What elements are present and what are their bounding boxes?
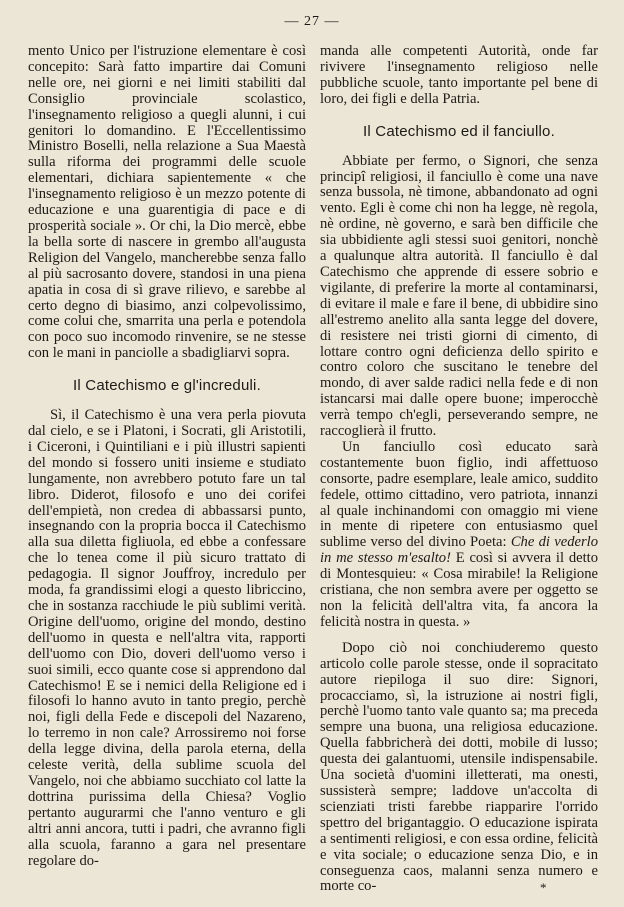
left-column	[28, 44, 306, 869]
paragraph: manda alle competenti Autorità, onde far rivivere l'insegnamento religioso nelle pubbliche scuole, tanto importante pel bene di loro, dei figli e della Patria.	[320, 43, 598, 107]
paragraph: Abbiate per fermo, o Signori, che senza principî religiosi, il fanciullo è come una nave senza bussola, nè timone, abbandonato ad ogni vento. Egli è come chi non ha legge, nè regola, nè ordine, nè governo, e sarà ben difficile che sia ubbidiente agli stessi suoi genitori, nonchè a qualunque altra autorità. Il fanciullo è dal Catechismo che apprende di essere sobrio e vigilante, di preferire la morte al contaminarsi, di evitare il male e fare il bene, di ubbidire sino all'estremo anelito alla santa legge del dovere, di resistere nei tristi giorni di cimento, di lottare contro ogni deficienza dello spirito e contro coloro che suscitano le tenebre del mondo, di aver salde radici nella fede e di non istancarsi mai dalle opere buone; imperocchè verrà tempo ch'egli, perseverando sempre, ne raccoglierà il frutto.	[320, 152, 598, 440]
paragraph-text: Un fanciullo così educato sarà costantemente buon figlio, indi affettuoso consorte, padre esemplare, leale amico, suddito fedele, ottimo cittadino, vero patriota, innanzi al quale inchinandomi con omaggio mi viene in mente di ripetere con entusiasmo quel sublime verso del divino Poeta:	[320, 438, 598, 551]
italic-quote: Che di vederlo in me stesso m'esalto!	[320, 534, 599, 567]
section-heading: Il Catechismo e gl'increduli.	[73, 377, 261, 395]
paragraph: Dopo ciò noi conchiuderemo questo articolo colle parole stesse, onde il sopracitato autore riepiloga il suo dire: Signori, procacciamo, sì, la istruzione ai nostri figli, perchè l'uomo tanto vale quanto sa; ma preceda sempre una buona, una religiosa educazione. Quella fabbricherà dei dotti, mobile di lusso; questa dei galantuomi, utensile indispensabile. Una società d'uomini illetterati, ma onesti, sussisterà sempre; laddove un'accolta di scienziati tristi farebbe riapparire l'orrido spettro del brigantaggio. O educazione ispirata a sentimenti religiosi, e con essa ordine, felicità e vita sociale; o educazione senza Dio, e in conseguenza caos, malanni senza numero e morte co-	[320, 639, 598, 895]
paragraph-text: E così si avvera il detto di Montesquieu: « Cosa mirabile! la Religione cristiana, che non sembra avere per oggetto se non la felicità dell'altra vita, fa ancora la felicità nostra in questa. »	[320, 550, 598, 630]
paragraph: mento Unico per l'istruzione elementare è così concepito: Sarà fatto impartire dai Comuni nelle ore, nei giorni e nei limiti stabiliti dal Consiglio provinciale scolastico, l'insegnamento religioso a quegli alunni, i cui genitori lo domandino. E l'Eccellentissimo Ministro Boselli, nella relazione a Sua Maestà sulla riforma dei programmi delle scuole elementari, dichiara sapientemente « che l'insegnamento religioso è un mezzo potente di educazione e una guarentigia di pace e di prosperità sociale ». Or chi, la Dio mercè, ebbe la bella sorte di nascere in grembo all'augusta Religion del Vangelo, mancherebbe senza fallo al più sacrosanto dovere, standosi in una piena apatia in cosa di sì grave rilievo, e sarebbe al certo degno di biasimo, anzi colpevolissimo, come colui che, smarrita una perla e potendola con poco suo incomodo rinvenire, se ne stesse con le mani in panciolle a sbadigliarvi sopra.	[28, 43, 306, 362]
section-heading: Il Catechismo ed il fanciullo.	[363, 122, 555, 140]
paragraph: Sì, il Catechismo è una vera perla piovuta dal cielo, e se i Platoni, i Socrati, gli Aristotili, i Ciceroni, i Quintiliani e i più illustri sapienti del mondo si fossero uniti insieme e studiato lungamente, non avrebbero potuto fare un tal libro. Diderot, filosofo e uno dei corifei dell'empietà, non credea di abbassarsi punto, insegnando con la propria bocca il Catechismo alla sua diletta figliuola, ed ebbe a confessare che lo tenea come il più sicuro trattato di pedagogia. Il signor Jouffroy, incredulo per moda, fa grandissimi elogi a questo libriccino, che in sostanza racchiude le più sublimi verità. Origine dell'uomo, origine del mondo, destino dell'uomo in questa e nell'altra vita, rapporti dell'uomo con Dio, doveri dell'uomo verso i suoi simili, ecco quante cose si apprendono dal Catechismo! E se i nemici della Religione ed i filosofi lo hanno avuto in tanto pregio, perchè noi, figli della Fede e discepoli del Nazareno, lo terremo in non cale? Arrossiremo noi forse della legge divina, della parola eterna, della celeste verità, della sublime scuola del Vangelo, noi che abbiamo succhiato col latte la dottrina purissima della Chiesa? Voglio pertanto augurarmi che l'anno venturo e gli altri anni ancora, tutti i padri, che avranno figli alla scuola, faranno a gara nel presentare regolare do-	[28, 407, 306, 869]
page-number: — 27 —	[284, 14, 340, 29]
printer-signature-mark: *	[540, 880, 547, 895]
paragraph	[320, 440, 598, 631]
right-column	[320, 44, 598, 895]
